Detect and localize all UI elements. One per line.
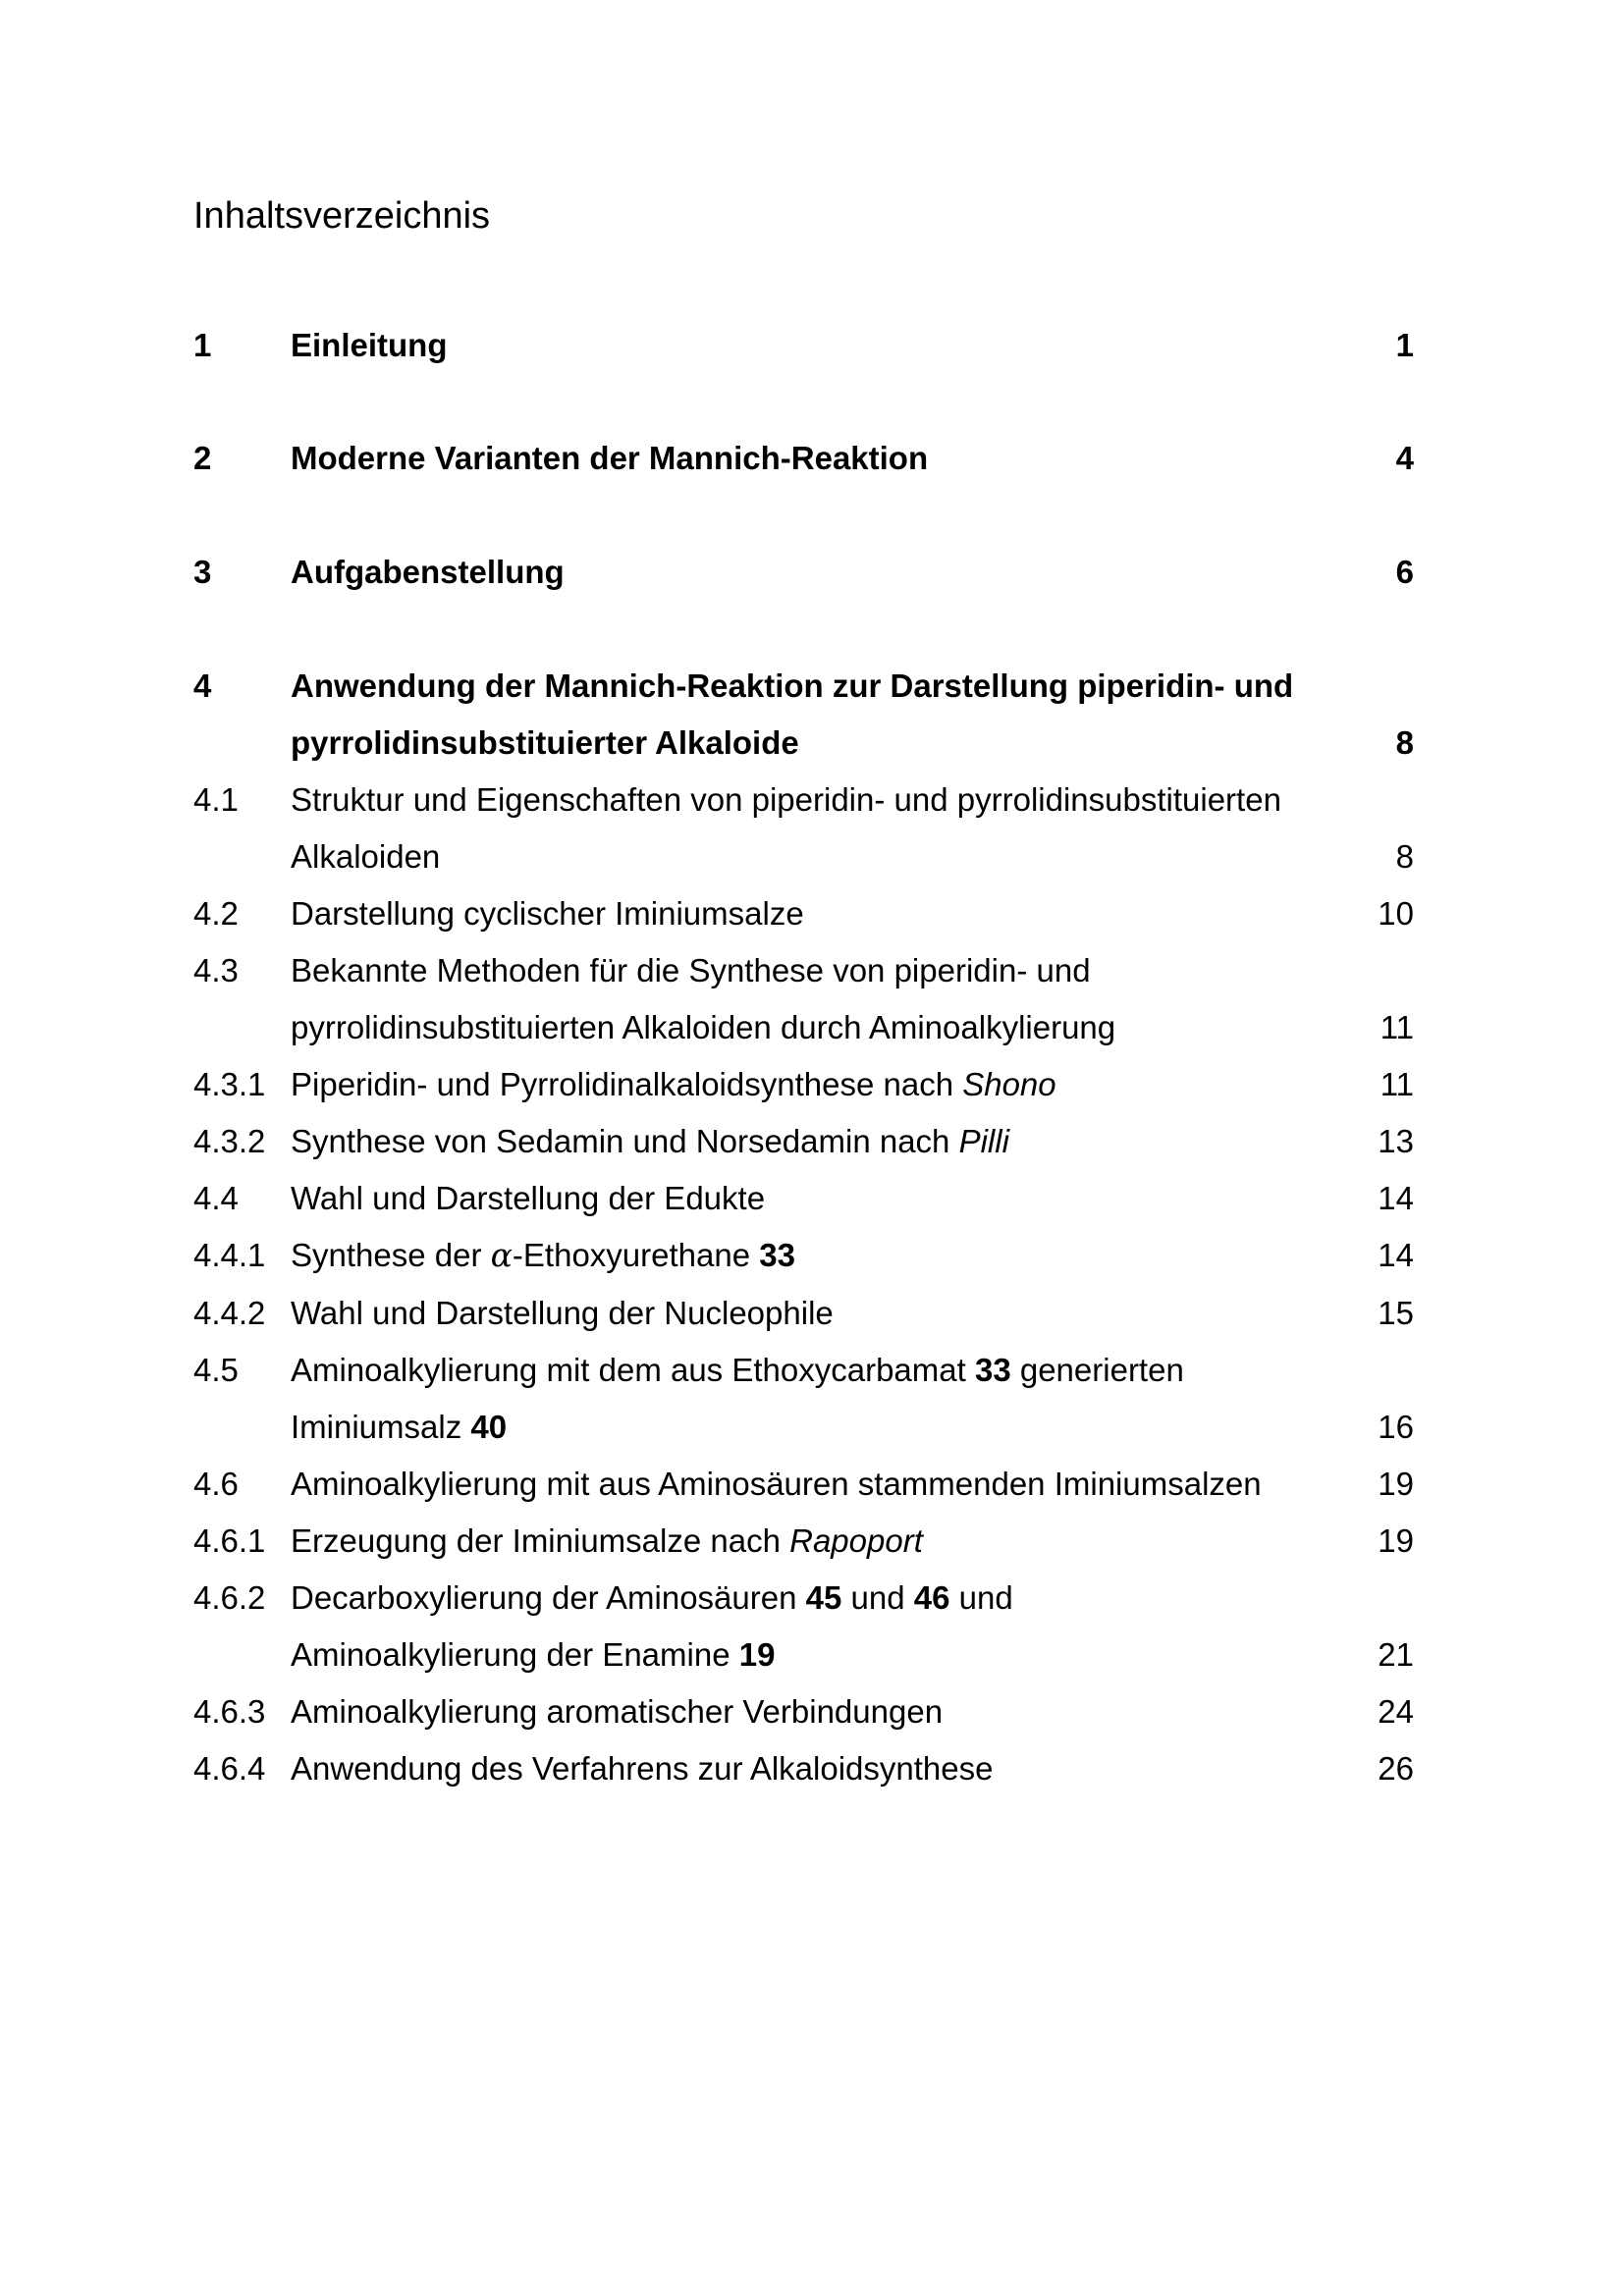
toc-title: Aminoalkylierung mit aus Aminosäuren stammenden Iminiumsalzen <box>291 1466 1262 1502</box>
toc-entry-4-1-continued[interactable] <box>0 833 1623 881</box>
toc-entry-4-continued[interactable] <box>0 720 1623 767</box>
toc-title: Wahl und Darstellung der Nucleophile <box>291 1295 834 1331</box>
alpha-symbol: α <box>490 1236 513 1274</box>
toc-page-number: 26 <box>1378 1750 1414 1787</box>
toc-page-number: 11 <box>1380 1066 1414 1102</box>
toc-number: 4.3.1 <box>193 1066 266 1102</box>
toc-title-text: Synthese von Sedamin und Norsedamin nach <box>291 1123 959 1159</box>
toc-title: Einleitung <box>291 327 448 363</box>
toc-number: 4.2 <box>193 895 239 932</box>
toc-title-line-2 <box>291 1631 775 1679</box>
compound-number: 19 <box>738 1636 776 1673</box>
toc-title: Aminoalkylierung aromatischer Verbindungen <box>291 1693 944 1730</box>
toc-entry-3[interactable] <box>0 549 1623 596</box>
toc-number: 1 <box>193 327 212 363</box>
toc-number: 2 <box>193 440 212 476</box>
toc-page-number: 16 <box>1378 1409 1414 1445</box>
toc-entry-4-6-2[interactable] <box>0 1575 1623 1622</box>
toc-entry-4-4-1[interactable] <box>0 1232 1623 1279</box>
toc-page-number: 6 <box>1395 554 1414 590</box>
toc-page-number: 10 <box>1378 895 1414 932</box>
compound-number: 33 <box>974 1352 1011 1388</box>
toc-title-line-1: Bekannte Methoden für die Synthese von piperidin- und <box>291 952 1091 988</box>
compound-number: 40 <box>470 1409 508 1445</box>
page-title: Inhaltsverzeichnis <box>193 195 491 237</box>
toc-entry-4-2[interactable] <box>0 890 1623 937</box>
toc-entry-4-6-4[interactable] <box>0 1745 1623 1792</box>
toc-title-text: Synthese der <box>291 1237 491 1273</box>
toc-number: 4.3.2 <box>193 1123 266 1159</box>
toc-entry-4-5[interactable] <box>0 1347 1623 1394</box>
toc-title <box>291 1232 795 1279</box>
toc-number: 4.1 <box>193 781 239 818</box>
toc-title-text: Decarboxylierung der Aminosäuren <box>291 1579 806 1616</box>
toc-number: 4.4.1 <box>193 1237 266 1273</box>
toc-page-number: 14 <box>1378 1180 1414 1216</box>
toc-entry-4-3-continued[interactable] <box>0 1004 1623 1051</box>
toc-entry-4-3[interactable] <box>0 947 1623 994</box>
toc-entry-4-3-1[interactable] <box>0 1061 1623 1108</box>
toc-title-author: Rapoport <box>789 1522 923 1559</box>
toc-title-text: Piperidin- und Pyrrolidinalkaloidsynthese nach <box>291 1066 963 1102</box>
toc-number: 4.5 <box>193 1352 239 1388</box>
toc-title <box>291 1518 923 1565</box>
toc-title-text: und <box>841 1579 914 1616</box>
toc-title <box>291 1118 1009 1165</box>
toc-entry-4-6[interactable] <box>0 1461 1623 1508</box>
toc-title-text: Aminoalkylierung mit dem aus Ethoxycarbamat <box>291 1352 975 1388</box>
toc-entry-2[interactable] <box>0 435 1623 482</box>
compound-number: 45 <box>805 1579 842 1616</box>
toc-title-line-1: Struktur und Eigenschaften von piperidin- und pyrrolidinsubstituierten <box>291 781 1281 818</box>
toc-entry-4-6-2-continued[interactable] <box>0 1631 1623 1679</box>
toc-title: Wahl und Darstellung der Edukte <box>291 1180 766 1216</box>
toc-title-line-1: Anwendung der Mannich-Reaktion zur Darstellung piperidin- und <box>291 667 1294 704</box>
toc-title-text: Iminiumsalz <box>291 1409 471 1445</box>
toc-title-text: Erzeugung der Iminiumsalze nach <box>291 1522 790 1559</box>
toc-title: Anwendung des Verfahrens zur Alkaloidsynthese <box>291 1750 994 1787</box>
toc-title-line-2 <box>291 1404 507 1451</box>
toc-page-number: 1 <box>1395 327 1414 363</box>
toc-entry-1[interactable] <box>0 322 1623 369</box>
toc-title: Darstellung cyclischer Iminiumsalze <box>291 895 804 932</box>
toc-title-text: generierten <box>1010 1352 1184 1388</box>
toc-page-number: 8 <box>1395 838 1414 875</box>
toc-page-number: 21 <box>1378 1636 1414 1673</box>
compound-number: 33 <box>759 1237 795 1273</box>
toc-number: 4.4 <box>193 1180 239 1216</box>
toc-title-text: und <box>949 1579 1013 1616</box>
compound-number: 46 <box>913 1579 950 1616</box>
toc-entry-4-5-continued[interactable] <box>0 1404 1623 1451</box>
toc-page-number: 13 <box>1378 1123 1414 1159</box>
toc-entry-4-1[interactable] <box>0 776 1623 824</box>
toc-title-author: Shono <box>962 1066 1056 1102</box>
toc-entry-4-6-3[interactable] <box>0 1688 1623 1735</box>
toc-page-number: 4 <box>1395 440 1414 476</box>
toc-number: 4.4.2 <box>193 1295 266 1331</box>
toc-page-number: 11 <box>1380 1009 1414 1045</box>
toc-title-line-1 <box>291 1347 1184 1394</box>
toc-title <box>291 1061 1056 1108</box>
toc-title-line-2: pyrrolidinsubstituierter Alkaloide <box>291 724 799 761</box>
toc-title-text: -Ethoxyurethane <box>512 1237 760 1273</box>
toc-title: Moderne Varianten der Mannich-Reaktion <box>291 440 929 476</box>
toc-page-number: 19 <box>1378 1522 1414 1559</box>
toc-page-number: 14 <box>1378 1237 1414 1273</box>
toc-number: 4.6.1 <box>193 1522 266 1559</box>
toc-page-number: 19 <box>1378 1466 1414 1502</box>
toc-entry-4-3-2[interactable] <box>0 1118 1623 1165</box>
toc-entry-4-4-2[interactable] <box>0 1290 1623 1337</box>
toc-title-author: Pilli <box>958 1123 1009 1159</box>
toc-number: 4 <box>193 667 212 704</box>
toc-title: Aufgabenstellung <box>291 554 565 590</box>
toc-title-line-1 <box>291 1575 1013 1622</box>
toc-page-number: 15 <box>1378 1295 1414 1331</box>
toc-number: 4.6.3 <box>193 1693 266 1730</box>
toc-number: 4.6.4 <box>193 1750 266 1787</box>
toc-entry-4-4[interactable] <box>0 1175 1623 1222</box>
toc-page-number: 8 <box>1395 724 1414 761</box>
toc-title-line-2: Alkaloiden <box>291 838 441 875</box>
toc-title-line-2: pyrrolidinsubstituierten Alkaloiden durch Aminoalkylierung <box>291 1009 1116 1045</box>
toc-page-number: 24 <box>1378 1693 1414 1730</box>
toc-number: 3 <box>193 554 212 590</box>
toc-title-text: Aminoalkylierung der Enamine <box>291 1636 739 1673</box>
toc-number: 4.3 <box>193 952 239 988</box>
toc-entry-4-6-1[interactable] <box>0 1518 1623 1565</box>
toc-entry-4[interactable] <box>0 663 1623 710</box>
toc-number: 4.6 <box>193 1466 239 1502</box>
toc-number: 4.6.2 <box>193 1579 266 1616</box>
